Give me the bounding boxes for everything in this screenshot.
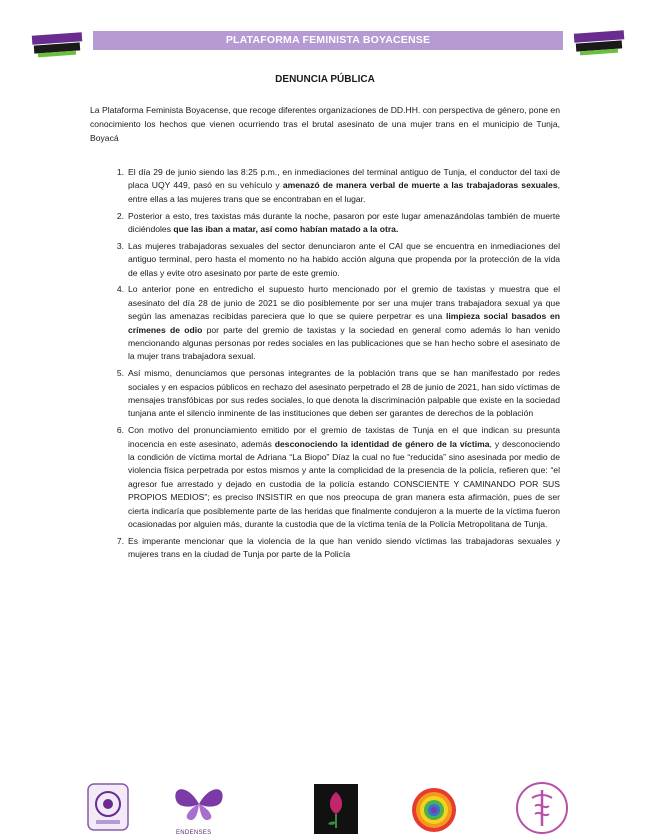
item-text: El día 29 de junio siendo las 8:25 p.m., en inmediaciones del terminal antiguo de Tunja, el conductor del taxi de placa UQY 449, pasó en su vehículo y <box>128 167 560 191</box>
item-text: , entre ellas a las mujeres trans que se encontraban en el lugar. <box>128 180 560 204</box>
item-text-bold: desconociendo la identidad de género de la víctima <box>274 438 490 449</box>
plataforma-feminista-logo-left <box>30 32 84 58</box>
item-number: 2. <box>116 210 124 221</box>
item-text: , y desconociendo la condición de víctima mortal de Adriana “La Biopo” Díaz la cual no fue “reducida” sino asesinada por medio de violencia física perpetrada por estos mismos y ante la complicidad de la presencia de la policía, refieren que: “el agresor fue arrestado y dejado en custodia de la policía estando CONSCIENTE Y CAMINANDO POR SUS PROPIOS MEDIOS”; es preciso INSISTIR en que nos preocupa de gran manera esta afirmación, pues de ser cierta indicaría que posiblemente parte de las heridas que finalmente condujeron a la muerte de la víctima fueron ocasionadas por alguien más, durante la custodia que de la víctima tenía de la Policía Metropolitana de Tunja. <box>128 438 560 530</box>
medical-caduceus-logo-icon <box>514 780 570 836</box>
butterfly-logo-icon <box>168 778 230 828</box>
footer-logos <box>0 776 650 836</box>
organization-banner: PLATAFORMA FEMINISTA BOYACENSE <box>93 31 563 50</box>
document-title: DENUNCIA PÚBLICA <box>275 74 375 85</box>
item-text-bold: amenazó de manera verbal de muerte a las trabajadoras sexuales <box>282 180 558 191</box>
item-number: 1. <box>116 167 124 177</box>
item-text: Posterior a esto, tres taxistas más durante la noche, pasaron por este lugar amenazándolas también de muerte diciéndoles <box>128 210 560 235</box>
denuncia-item <box>110 283 560 363</box>
item-text: Es imperante mencionar que la violencia de la que han venido siendo víctimas las trabajadoras sexuales y mujeres trans en la ciudad de Tunja por parte de la Policía <box>128 535 560 560</box>
item-text: por parte del gremio de taxistas y la sociedad en general como además lo han venido mencionando algunas personas por redes sociales en las publicaciones que se han hecho sobre el asesinato de la mujer trans trabajadora sexual. <box>128 324 560 362</box>
denuncia-list <box>110 166 560 565</box>
plataforma-feminista-logo-right <box>572 30 626 56</box>
item-text: Así mismo, denunciamos que personas integrantes de la población trans que se han manifestado por redes sociales y en espacios públicos en rechazo del asesinato perpetrado el 28 de junio de 2021, han sido víctimas de mensajes transfóbicas por sus redes sociales, lo que denota la discriminación palpable que existe en la sociedad tunjana ante el silencio inminente de las instituciones que deben ser garantes de derechos de la población <box>128 368 560 419</box>
item-text-bold: limpieza social basados en crímenes de odio <box>128 311 560 335</box>
denuncia-item <box>110 367 560 421</box>
denuncia-item <box>110 166 560 206</box>
organization-seal-icon <box>86 782 130 832</box>
denuncia-item <box>110 535 560 562</box>
rainbow-circle-logo-icon <box>410 786 458 834</box>
butterfly-logo-label: ENDENSES <box>176 830 212 836</box>
item-text: Con motivo del pronunciamiento emitido por el gremio de taxistas de Tunja en el que indican su presunta inocencia en este asesinato, además <box>128 425 560 449</box>
item-text-bold: que las iban a matar, así como habían matado a la otra. <box>173 224 399 235</box>
item-number: 6. <box>116 425 124 436</box>
denuncia-item <box>110 424 560 531</box>
item-number: 3. <box>116 240 124 251</box>
item-number: 5. <box>116 368 124 379</box>
item-text: Lo anterior pone en entredicho el supuesto hurto mencionado por el gremio de taxistas y muestra que el asesinato del día 28 de junio de 2021 se dio posiblemente por ser una mujer trans trabajadora sexual ya que según las amenazas recibidas pareciera que lo que se quiere perpetrar es una <box>128 284 560 322</box>
item-number: 7. <box>116 535 124 546</box>
denuncia-item <box>110 210 560 237</box>
denuncia-item <box>110 240 560 280</box>
intro-paragraph: La Plataforma Feminista Boyacense, que recoge diferentes organizaciones de DD.HH. con perspectiva de género, pone en conocimiento los hechos que vienen ocurriendo tras el brutal asesinato de una mujer trans en el municipio de Tunja, Boyacá <box>90 105 560 143</box>
header <box>0 28 650 56</box>
item-number: 4. <box>116 284 124 295</box>
rose-logo-icon <box>314 784 358 834</box>
item-text: Las mujeres trabajadoras sexuales del sector denunciaron ante el CAI que se encuentra en inmediaciones del antiguo terminal, pero hasta el momento no ha habido acción alguna que propenda por la protección de la vida de ellas y evite otro asesinato por parte de este gremio. <box>128 240 560 278</box>
